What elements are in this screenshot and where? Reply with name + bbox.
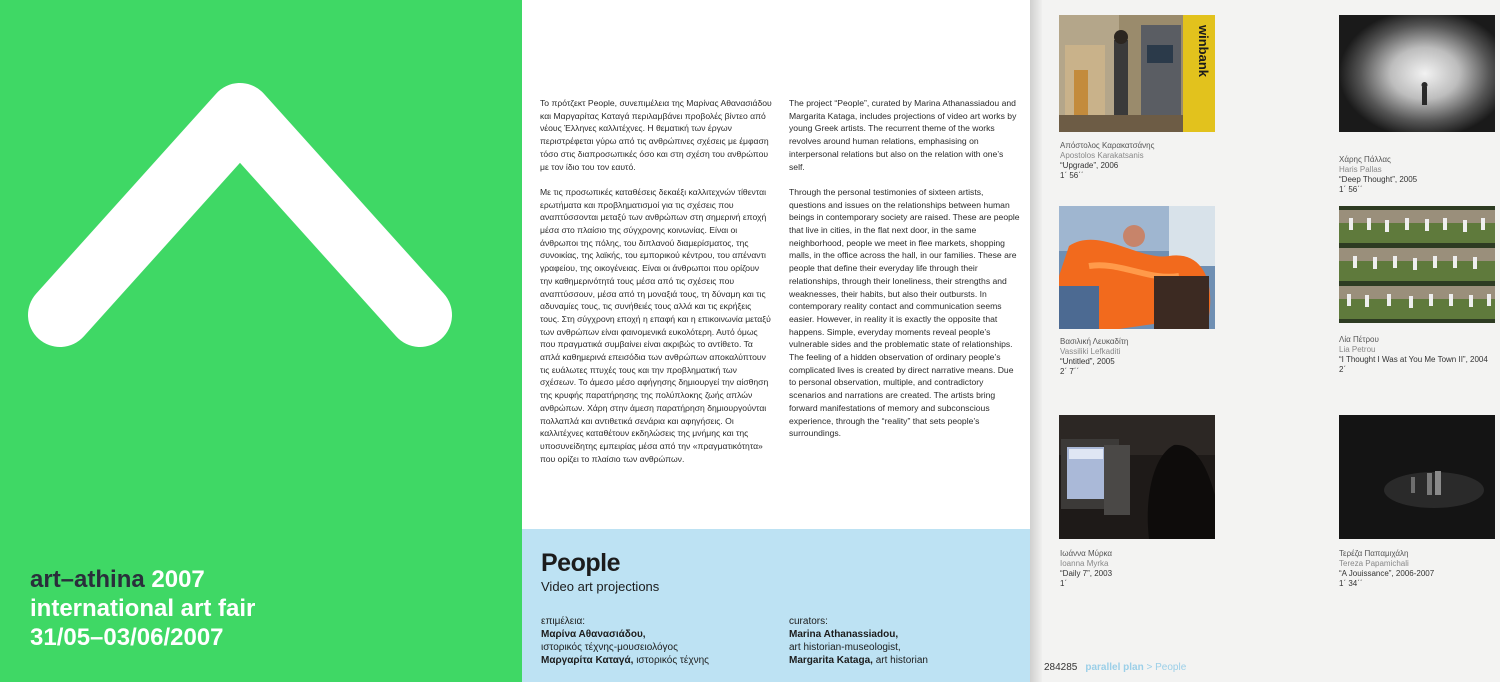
brand-name: art–athina	[30, 566, 145, 593]
artwork-duration: 1΄ 34΄΄	[1339, 579, 1363, 588]
artwork-caption	[1339, 155, 1500, 195]
artist-name-greek: Τερέζα Παπαμιχάλη	[1339, 549, 1409, 558]
artwork-caption	[1060, 337, 1230, 377]
artwork-still-daily-7	[1059, 415, 1215, 539]
book-spine	[1030, 0, 1042, 682]
page-folio	[1044, 662, 1186, 673]
brand-line-1	[30, 565, 255, 594]
english-text-column	[789, 97, 1021, 453]
greek-paragraph: Με τις προσωπικές καταθέσεις δεκαέξι καλλιτεχνών τίθενται ερωτήματα και προβληματισμοί για τις σχέσεις που αναπτύσσονται μεταξύ των ανθρώπων στη σημερινή εποχή μέσα στο πλαίσιο της σύγχρονης κοινωνίας. Είναι οι άνθρωποι της πόλης, του διπλανού διαμερίσματος, της συνοικίας, της λαϊκής, του εμπορικού κέντρου, του απέναντι γραφείου, της οικογένειας. Είναι οι άνθρωποι που ορίζουν την καθημερινότητά τους μέσα από τις σχέσεις που αναπτύσσουν, μέσα από τη μοναξιά τους, τη δύναμη και τις αδυναμίες τους, τις συνήθειές τους αλλά και τις εκρήξεις τους. Στη σύγχρονη εποχή η επαφή και η επικοινωνία μεταξύ των ανθρώπων είναι φαινομενικά ευκολότερη. Αυτό όμως που πραγματικά συμβαίνει είναι ακριβώς το αντίθετο. Τα απλά καθημερινά επεισόδια των ανθρώπων αποκαλύπτουν τις ευάλωτες πτυχές τους και την προβληματική των σχέσεων. Το άμεσο μέσο αφήγησης δημιουργεί την αίσθηση της κρυφής παρατήρησης της πολύπλοκης ζωής απλών ανθρώπων. Χάρη στην άμεση παρατήρηση δημιουργούνται πολλαπλά και αντιθετικά σενάρια και αφηγήσεις. Οι καλλιτέχνες καταθέτουν εκδηλώσεις της μνήμης και της υποσυνείδητης εμπειρίας μέσα από την «πραγματικότητα» που ορίζει το πλαίσιο των ανθρώπων.	[540, 186, 771, 464]
page-numbers: 284285	[1044, 662, 1078, 673]
artwork-title: “I Thought I Was at You Me Town II”, 2004	[1339, 355, 1488, 364]
curator-role: art historian	[872, 655, 928, 666]
artist-name-greek: Βασιλική Λευκαδίτη	[1060, 337, 1129, 346]
artist-name-english: Lia Petrou	[1339, 345, 1376, 354]
curator-role: ιστορικός τέχνης-μουσειολόγος	[541, 642, 678, 653]
artwork-still-a-jouissance	[1339, 415, 1495, 539]
artwork-duration: 1΄	[1060, 579, 1068, 588]
text-page	[522, 0, 1036, 682]
artwork-still-upgrade	[1059, 15, 1215, 132]
curator-name: Μαργαρίτα Καταγά,	[541, 655, 634, 666]
artwork-title: “Untitled”, 2005	[1060, 357, 1115, 366]
section-separator: >	[1143, 662, 1156, 673]
artwork-title: “Daily 7”, 2003	[1060, 569, 1113, 578]
artwork-title: “A Jouissance”, 2006-2007	[1339, 569, 1435, 578]
artist-name-greek: Απόστολος Καρακατσάνης	[1060, 141, 1155, 150]
greek-text-column	[540, 97, 772, 478]
curators-label: curators:	[789, 616, 828, 627]
page-subtitle: Video art projections	[541, 579, 660, 594]
curators-english	[789, 615, 928, 667]
curator-role: art historian-museologist,	[789, 642, 901, 653]
artwork-title: “Deep Thought”, 2005	[1339, 175, 1418, 184]
fair-brand	[30, 565, 255, 652]
svg-text:winbank: winbank	[1196, 25, 1211, 78]
artwork-duration: 2΄ 7΄΄	[1060, 367, 1080, 376]
artist-name-english: Haris Pallas	[1339, 165, 1382, 174]
curator-name: Marina Athanassiadou,	[789, 629, 899, 640]
artwork-duration: 1΄ 56΄΄	[1060, 171, 1084, 180]
page-title: People	[541, 549, 620, 577]
cover-panel	[0, 0, 522, 682]
curator-name: Margarita Kataga,	[789, 655, 873, 666]
title-band	[522, 529, 1036, 682]
artwork-caption	[1339, 549, 1500, 589]
artwork-caption	[1060, 549, 1230, 589]
artwork-title: “Upgrade”, 2006	[1060, 161, 1119, 170]
english-paragraph: Through the personal testimonies of sixteen artists, questions and issues on the relationships between human beings in contemporary society are raised. These are people that live in cities, in the flat next door, in the same neighborhood, people we meet in flee markets, shopping malls, in the office across the hall, in our families. These are people that define their everyday life through their relationships, through their loneliness, their strengths and weaknesses, their habits, but also their outbursts. In contemporary reality contact and communication seems easier. However, in reality it is exactly the opposite that happens. Simple, everyday moments reveal people’s vulnerable sides and the problematic state of relationships. The feeling of a hidden observation of ordinary people’s complicated lives is created by direct narrative means. Due to personal observation, multiple, and contradictory scenarios and narrations are created. The artists bring forward manifestations of memory and subconscious experience, through the “reality” that sets people’s surroundings.	[789, 186, 1020, 439]
subsection-name: People	[1155, 662, 1187, 673]
artist-name-english: Ioanna Myrka	[1060, 559, 1109, 568]
artist-name-greek: Λία Πέτρου	[1339, 335, 1379, 344]
artwork-duration: 2΄	[1339, 365, 1347, 374]
artwork-still-untitled	[1059, 206, 1215, 329]
brand-year: 2007	[151, 566, 205, 593]
artist-name-greek: Χάρης Πάλλας	[1339, 155, 1391, 164]
brand-line-2: international art fair	[30, 595, 256, 622]
english-paragraph: The project “People”, curated by Marina Athanassiadou and Margarita Kataga, includes projections of video art works by young Greek artists. The recurrent theme of the works revolves around human relations, emphasising on interpersonal relations but also on the relation with one’s self.	[789, 98, 1017, 172]
brand-dates: 31/05–03/06/2007	[30, 624, 224, 651]
curator-name: Μαρίνα Αθανασιάδου,	[541, 629, 646, 640]
section-name: parallel plan	[1085, 662, 1144, 673]
curators-greek	[541, 615, 709, 667]
artist-name-greek: Ιωάννα Μύρκα	[1060, 549, 1113, 558]
artwork-duration: 1΄ 56΄΄	[1339, 185, 1363, 194]
curator-role: ιστορικός τέχνης	[633, 655, 709, 666]
artist-name-english: Vassiliki Lefkaditi	[1060, 347, 1121, 356]
greek-paragraph: Το πρότζεκτ People, συνεπιμέλεια της Μαρίνας Αθανασιάδου και Μαργαρίτας Καταγά περιλαμβάνει προβολές βίντεο από νέους Έλληνες καλλιτέχνες. Η θεματική των έργων περιστρέφεται γύρω από τις ανθρώπινες σχέσεις με έμφαση τόσο στις διαπροσωπικές όσο και στη σχέση του ανθρώπου με τον ίδιο του τον εαυτό.	[540, 98, 772, 172]
artwork-still-you-me-town	[1339, 206, 1495, 323]
artist-name-english: Tereza Papamichali	[1339, 559, 1409, 568]
curators-label: επιμέλεια:	[541, 616, 586, 627]
artwork-still-deep-thought	[1339, 15, 1495, 132]
artist-name-english: Apostolos Karakatsanis	[1060, 151, 1144, 160]
artwork-caption	[1060, 141, 1230, 181]
artwork-caption	[1339, 335, 1500, 375]
